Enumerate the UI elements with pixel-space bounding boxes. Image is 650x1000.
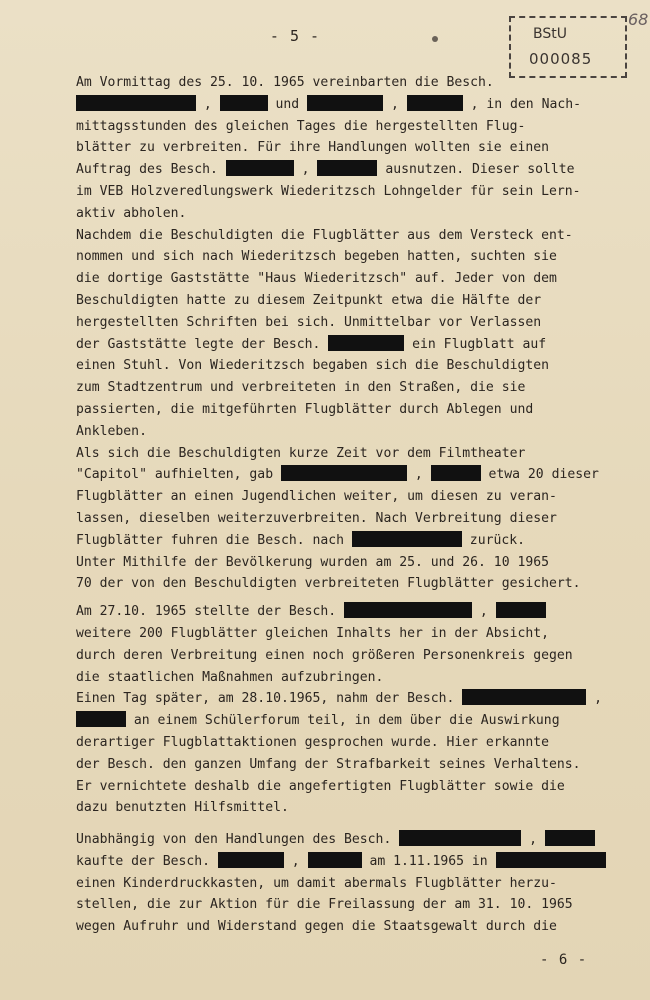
text-line: dazu benutzten Hilfsmittel. bbox=[76, 800, 289, 816]
redaction-block bbox=[462, 689, 586, 705]
text-line: Beschuldigten hatte zu diesem Zeitpunkt etwa die Hälfte der bbox=[76, 292, 542, 308]
text-line: stellen, die zur Aktion für die Freilassung der am 31. 10. 1965 bbox=[76, 897, 573, 913]
text-line: Ankleben. bbox=[76, 423, 147, 439]
text-line: wegen Aufruhr und Widerstand gegen die Staatsgewalt durch die bbox=[76, 919, 557, 935]
text-line: hergestellten Schriften bei sich. Unmittelbar vor Verlassen bbox=[76, 314, 542, 330]
text-line: "Capitol" aufhielten, gab , etwa 20 dieser bbox=[76, 467, 599, 483]
text-line: derartiger Flugblattaktionen gesprochen wurde. Hier erkannte bbox=[76, 734, 549, 750]
text-line: der Gaststätte legte der Besch. ein Flugblatt auf bbox=[76, 336, 547, 352]
redaction-block bbox=[308, 852, 362, 868]
text-line: Einen Tag später, am 28.10.1965, nahm der Besch. , bbox=[76, 691, 603, 707]
text-line: Unabhängig von den Handlungen des Besch. , bbox=[76, 829, 644, 851]
redaction-block bbox=[407, 95, 463, 111]
punch-mark bbox=[432, 36, 438, 42]
text-line: kaufte der Besch. , am 1.11.1965 in bbox=[76, 851, 644, 873]
redaction-block bbox=[344, 602, 472, 618]
text-line: Unter Mithilfe der Bevölkerung wurden am 25. und 26. 10 1965 bbox=[76, 554, 549, 570]
redaction-block bbox=[281, 465, 407, 481]
text-line: weitere 200 Flugblätter gleichen Inhalts her in der Absicht, bbox=[76, 625, 549, 641]
text-line: an einem Schülerforum teil, in dem über die Auswirkung bbox=[76, 710, 644, 732]
text-line: lassen, dieselben weiterzuverbreiten. Nach Verbreitung dieser bbox=[76, 510, 557, 526]
text-line: die staatlichen Maßnahmen aufzubringen. bbox=[76, 669, 384, 685]
stamp-label: BStU bbox=[533, 26, 567, 42]
text-line: mittagsstunden des gleichen Tages die hergestellten Flug- bbox=[76, 118, 526, 134]
text-line: Flugblätter fuhren die Besch. nach zurück. bbox=[76, 532, 525, 548]
redaction-block bbox=[307, 95, 383, 111]
text-line: zum Stadtzentrum und verbreiteten in den Straßen, die sie bbox=[76, 380, 526, 396]
text-line: aktiv abholen. bbox=[76, 205, 187, 221]
stamp-number: 000085 bbox=[529, 50, 593, 68]
text-line: passierten, die mitgeführten Flugblätter durch Ablegen und bbox=[76, 401, 534, 417]
archive-page-number: 68 bbox=[628, 10, 649, 29]
redaction-block bbox=[399, 830, 521, 846]
redaction-block bbox=[220, 95, 268, 111]
next-page-indicator: - 6 - bbox=[540, 952, 588, 968]
text-line: durch deren Verbreitung einen noch größeren Personenkreis gegen bbox=[76, 647, 573, 663]
redaction-block bbox=[496, 852, 606, 868]
document-body bbox=[76, 72, 644, 938]
text-line: blätter zu verbreiten. Für ihre Handlungen wollten sie einen bbox=[76, 140, 549, 156]
redaction-block bbox=[431, 465, 481, 481]
text-line: Nachdem die Beschuldigten die Flugblätter aus dem Versteck ent- bbox=[76, 227, 573, 243]
text-line: Am 27.10. 1965 stellte der Besch. , bbox=[76, 601, 644, 623]
redaction-block bbox=[317, 160, 377, 176]
redaction-block bbox=[218, 852, 284, 868]
text-line: , und , , in den Nach- bbox=[76, 94, 644, 116]
redaction-block bbox=[496, 602, 546, 618]
redaction-block bbox=[76, 711, 126, 727]
redaction-block bbox=[545, 830, 595, 846]
page-number: - 5 - bbox=[269, 27, 321, 45]
text-line: einen Stuhl. Von Wiederitzsch begaben sich die Beschuldigten bbox=[76, 358, 549, 374]
text-line: Als sich die Beschuldigten kurze Zeit vor dem Filmtheater bbox=[76, 445, 526, 461]
text-line: 70 der von den Beschuldigten verbreiteten Flugblätter gesichert. bbox=[76, 576, 581, 592]
text-line: Er vernichtete deshalb die angefertigten Flugblätter sowie die bbox=[76, 778, 565, 794]
redaction-block bbox=[76, 95, 196, 111]
redaction-block bbox=[328, 335, 404, 351]
redaction-block bbox=[226, 160, 294, 176]
text-line: im VEB Holzveredlungswerk Wiederitzsch Lohngelder für sein Lern- bbox=[76, 183, 581, 199]
text-line: Auftrag des Besch. , ausnutzen. Dieser sollte bbox=[76, 162, 575, 178]
text-line: die dortige Gaststätte "Haus Wiederitzsch" auf. Jeder von dem bbox=[76, 271, 557, 287]
text-line: einen Kinderdruckkasten, um damit abermals Flugblätter herzu- bbox=[76, 875, 557, 891]
text-line: nommen und sich nach Wiederitzsch begeben hatten, suchten sie bbox=[76, 249, 557, 265]
text-line: der Besch. den ganzen Umfang der Strafbarkeit seines Verhaltens. bbox=[76, 756, 581, 772]
text-line: Am Vormittag des 25. 10. 1965 vereinbarten die Besch. bbox=[76, 75, 494, 90]
archive-stamp bbox=[509, 16, 627, 78]
redaction-block bbox=[352, 531, 462, 547]
text-line: Flugblätter an einen Jugendlichen weiter, um diesen zu veran- bbox=[76, 489, 557, 505]
